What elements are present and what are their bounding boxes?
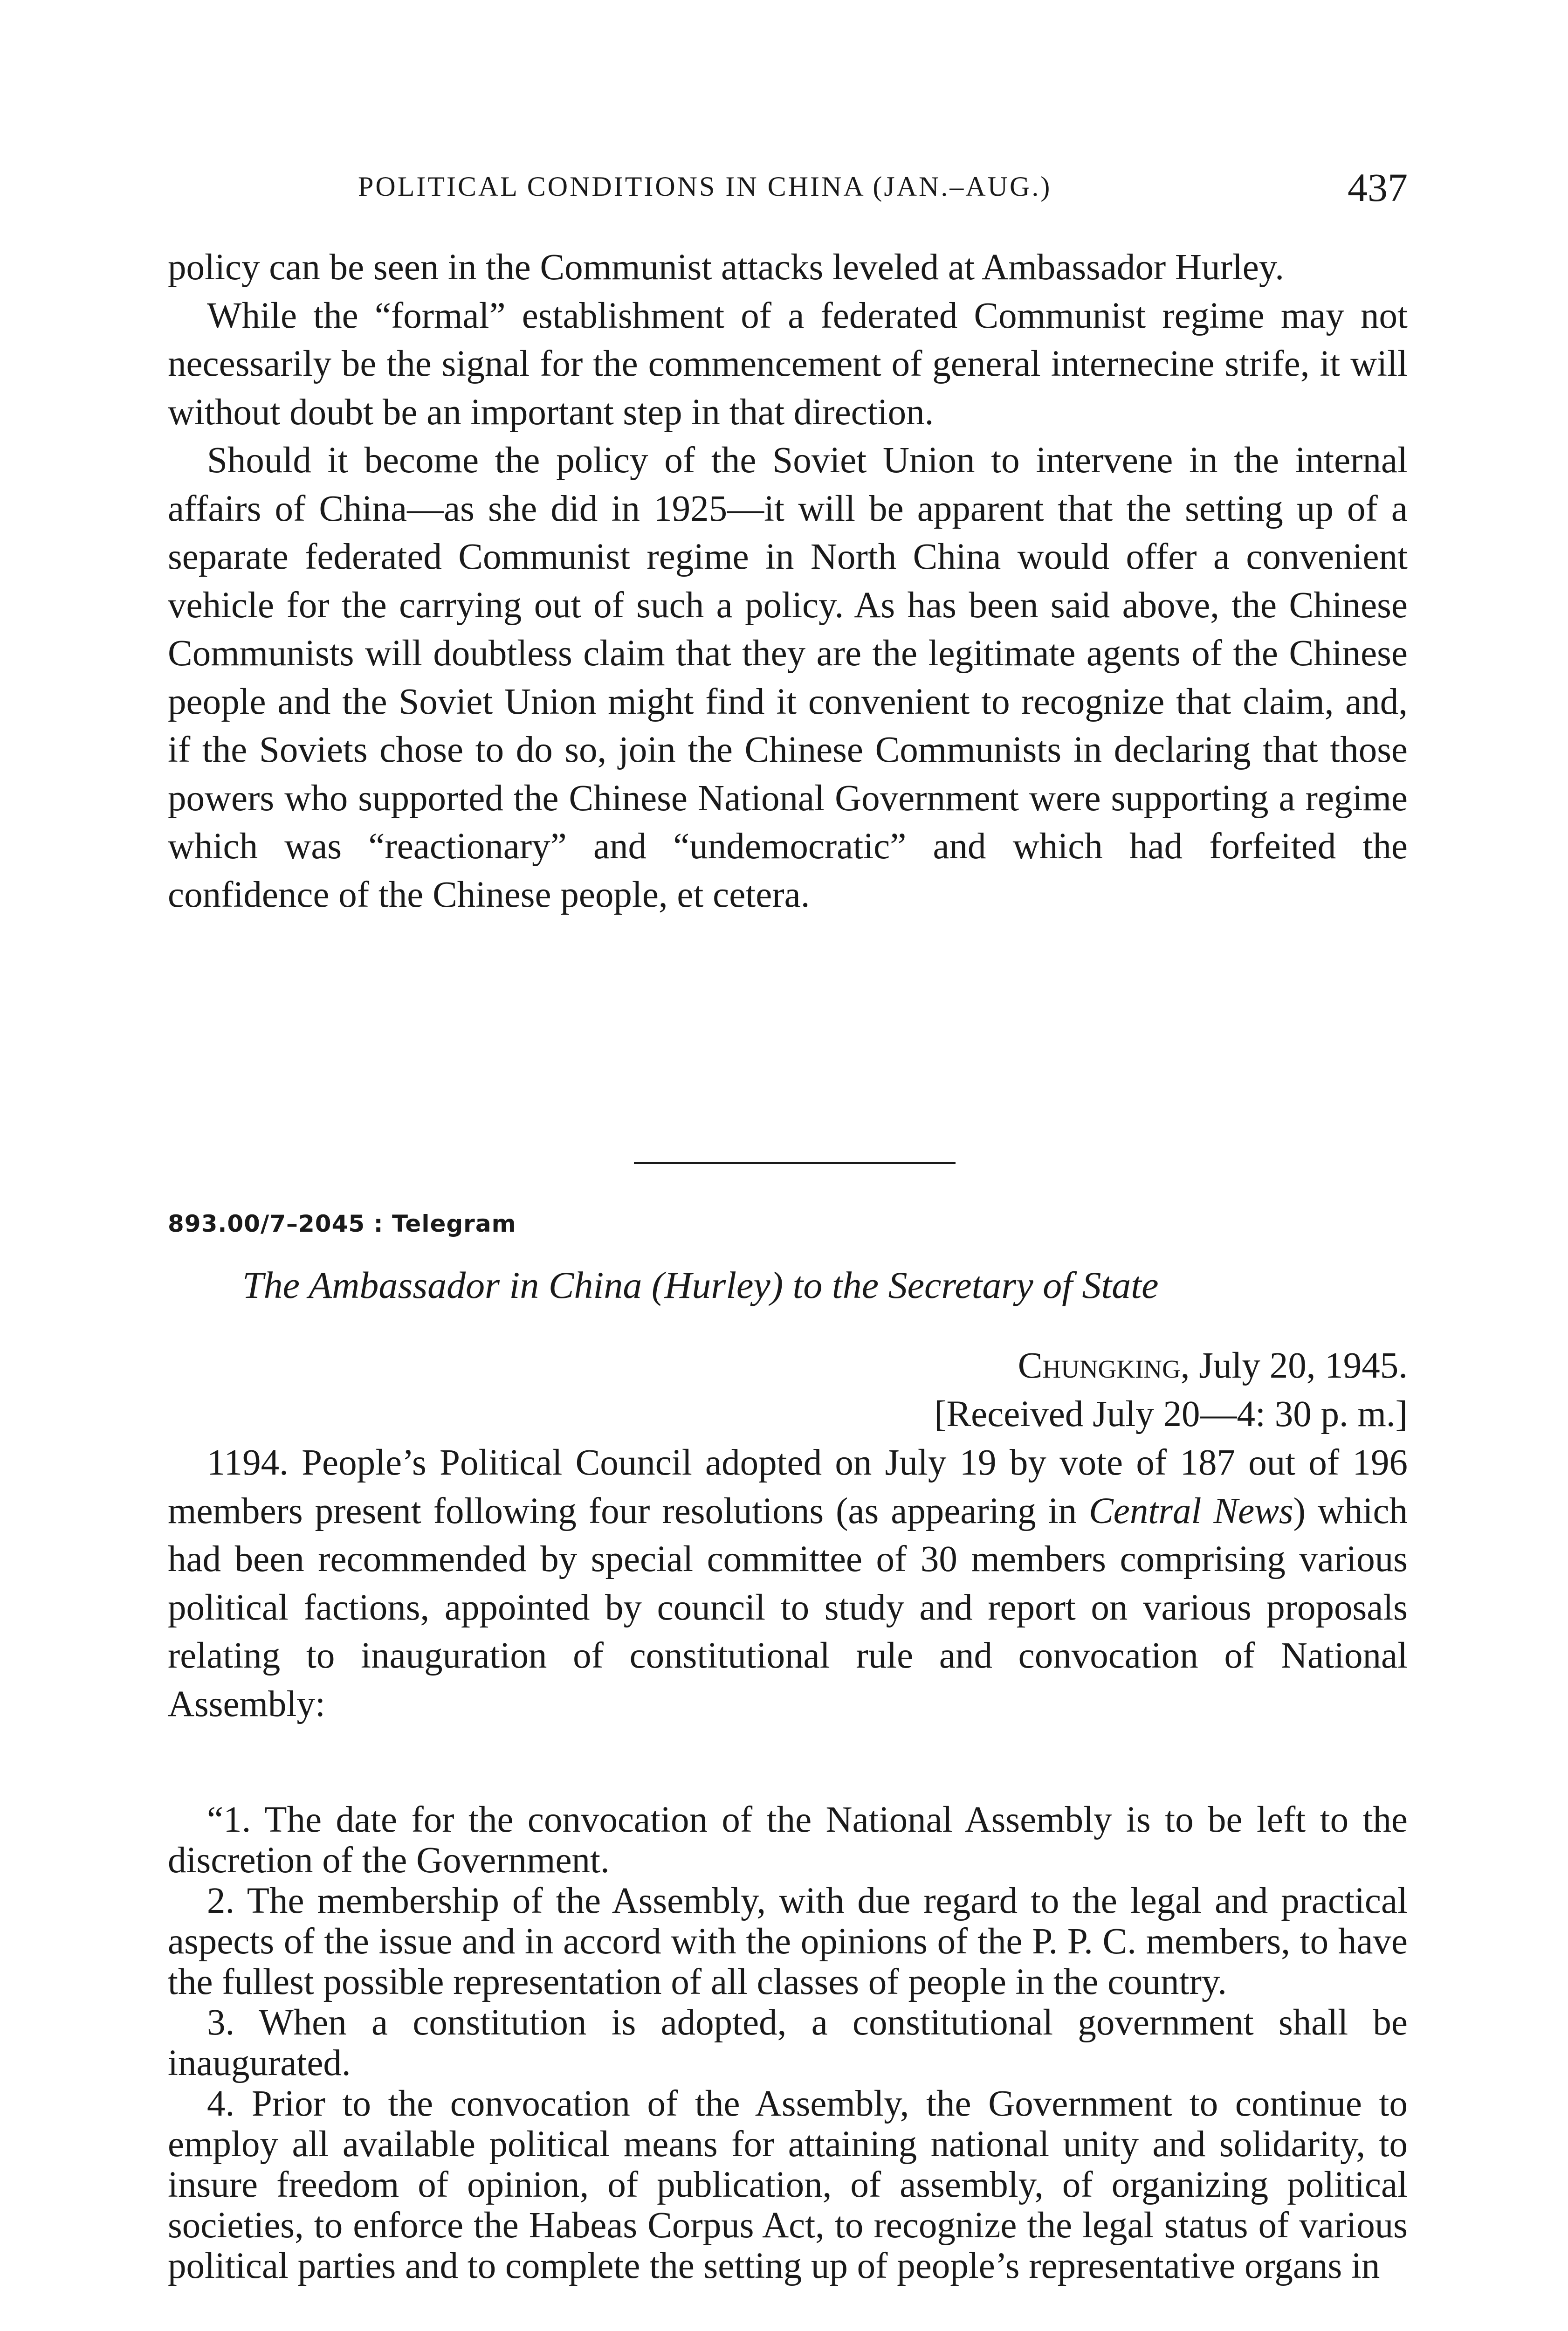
page-number: 437 bbox=[1348, 165, 1408, 210]
paragraph bbox=[168, 1439, 1408, 1728]
running-title: POLITICAL CONDITIONS IN CHINA (JAN.–AUG.) bbox=[358, 171, 1052, 202]
place: Chungking, bbox=[1018, 1345, 1190, 1386]
paragraph: While the “formal” establishment of a federated Communist regime may not necessarily be the signal for the commencement of general internecine strife, it will without doubt be an important step in that direction. bbox=[168, 295, 1408, 433]
publication-name: Central News bbox=[1089, 1490, 1293, 1531]
paragraph: policy can be seen in the Communist attacks leveled at Ambassador Hurley. bbox=[168, 247, 1284, 288]
file-reference: 893.00/7–2045 : Telegram bbox=[168, 1210, 516, 1237]
document-page bbox=[168, 0, 1408, 2331]
date: July 20, 1945. bbox=[1190, 1345, 1408, 1386]
place-date bbox=[934, 1342, 1408, 1390]
resolution-item: 4. Prior to the convocation of the Assembly, the Government to continue to employ all available political means for attaining national unity and solidarity, to insure freedom of opinion, of publication, of assembly, of organizing political societies, to enforce the Habeas Corpus Act, to recognize the legal status of various political parties and to complete the setting up of people’s representative organs in bbox=[168, 2083, 1408, 2286]
memorandum-continuation bbox=[168, 243, 1408, 919]
resolution-item: “1. The date for the convocation of the National Assembly is to be left to the discretion of the Government. bbox=[168, 1800, 1408, 1881]
paragraph: Should it become the policy of the Soviet Union to intervene in the internal affairs of China—as she did in 1925—it will be apparent that the setting up of a separate federated Communist regime in North China would offer a convenient vehicle for the carrying out of such a policy. As has been said above, the Chinese Communists will doubtless claim that they are the legitimate agents of the Chinese people and the Soviet Union might find it convenient to recognize that claim, and, if the Soviets chose to do so, join the Chinese Communists in declaring that those powers who supported the Chinese National Government were supporting a regime which was “reactionary” and “undemocratic” and which had forfeited the confidence of the Chinese people, et cetera. bbox=[168, 440, 1408, 915]
document-title: The Ambassador in China (Hurley) to the Secretary of State bbox=[242, 1264, 1159, 1306]
resolution-item: 3. When a constitution is adopted, a constitutional government shall be inaugurated. bbox=[168, 2002, 1408, 2083]
dateline bbox=[934, 1342, 1408, 1438]
section-divider bbox=[634, 1162, 956, 1164]
opening-text: 1194. People’s Political Council adopted on July 19 by vote of 187 out of 196 members present following four resolutions (as appearing in bbox=[168, 1442, 1408, 1531]
telegram-body bbox=[168, 1439, 1408, 1728]
running-header bbox=[168, 164, 1408, 211]
opening-text-cont: ) which had been recommended by special committee of 30 members comprising various political factions, appointed by council to study and report on various proposals relating to inauguration of constitutional rule and convocation of National Assembly: bbox=[168, 1490, 1408, 1724]
resolutions-quote bbox=[168, 1800, 1408, 2286]
received-note: [Received July 20—4: 30 p. m.] bbox=[934, 1393, 1408, 1434]
resolution-item: 2. The membership of the Assembly, with due regard to the legal and practical aspects of the issue and in accord with the opinions of the P. P. C. members, to have the fullest possible representation of all classes of people in the country. bbox=[168, 1881, 1408, 2002]
